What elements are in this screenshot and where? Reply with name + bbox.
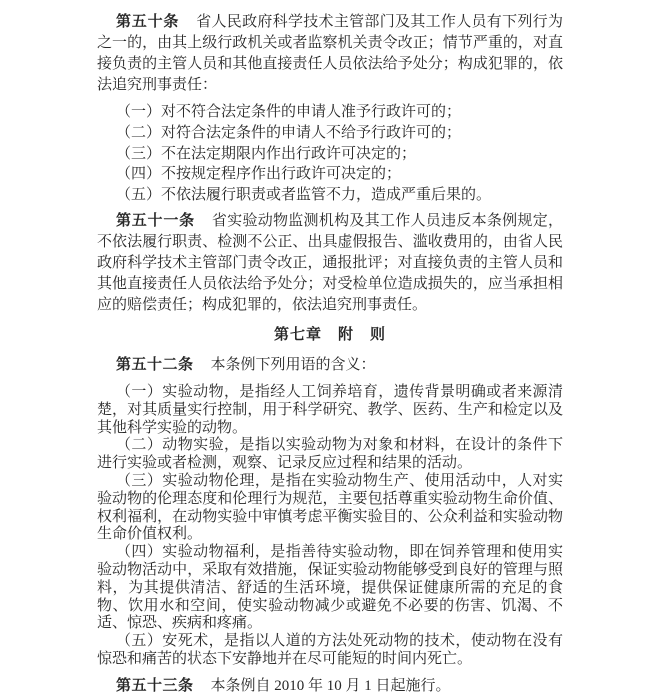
definition-laboratory-animal: （一）实验动物，是指经人工饲养培育，遗传背景明确或者来源清楚，对其质量实行控制，用于科学研究、教学、医药、生产和检定以及其他科学实验的动物。 <box>97 383 563 436</box>
article-50-number: 第五十条 <box>116 14 180 30</box>
article-50-item-4: （四）不按规定程序作出行政许可决定的； <box>116 166 402 183</box>
article-52-number: 第五十二条 <box>116 356 194 373</box>
definition-animal-experiment: （二）动物实验，是指以实验动物为对象和材料，在设计的条件下进行实验或者检测，观察、记录反应过程和结果的活动。 <box>97 437 563 472</box>
article-51-text: 省实验动物监测机构及其工作人员违反本条例规定，不依法履行职责、检测不公正、出具虚假报告、滥收费用的，由省人民政府科学技术主管部门责令改正，通报批评；对直接负责的主管人员和其他直接责任人员依法给予处分；对受检单位造成损失的，应当承担相应的赔偿责任；构成犯罪的，依法追究刑事责任。 <box>97 212 563 313</box>
article-50-item-3: （三）不在法定期限内作出行政许可决定的； <box>116 145 417 162</box>
article-53-number: 第五十三条 <box>116 677 194 694</box>
article-50-item-2: （二）对符合法定条件的申请人不给予行政许可的； <box>116 124 462 141</box>
definition-animal-welfare: （四）实验动物福利，是指善待实验动物，即在饲养管理和使用实验动物活动中，采取有效措施，保证实验动物能够受到良好的管理与照料，为其提供清洁、舒适的生活环境，提供保证健康所需的充足的食物、饮用水和空间，使实验动物减少或避免不必要的伤害、饥渴、不适、惊恐、疾病和疼痛。 <box>97 544 563 632</box>
definitions-list <box>97 384 563 669</box>
definition-animal-ethics: （三）实验动物伦理，是指在实验动物生产、使用活动中，人对实验动物的伦理态度和伦理行为规范，主要包括尊重实验动物生命价值、权利福利，在动物实验中审慎考虑平衡实验目的、公众利益和实验动物生命价值权利。 <box>97 472 563 543</box>
article-51-number: 第五十一条 <box>116 212 195 229</box>
article-50-item-1: （一）对不符合法定条件的申请人准予行政许可的； <box>116 104 462 120</box>
article-50-item-5: （五）不依法履行职责或者监管不力，造成严重后果的。 <box>116 187 492 204</box>
article-53-text: 本条例自 2010 年 10 月 1 日起施行。 <box>210 677 451 694</box>
chapter-7-heading: 第七章 附 则 <box>273 326 386 343</box>
article-50-items-list <box>97 102 563 206</box>
article-50-text: 省人民政府科学技术主管部门及其工作人员有下列行为之一的，由其上级行政机关或者监察机关责令改正；情节严重的，对直接负责的主管人员和其他直接责任人员依法给予处分；构成犯罪的，依法追究刑事责任： <box>97 14 563 93</box>
article-52-text: 本条例下列用语的含义： <box>210 356 376 373</box>
article-52-paragraph <box>97 355 563 376</box>
article-50-paragraph <box>97 12 563 96</box>
article-53-paragraph <box>97 676 563 697</box>
definition-euthanasia: （五）安死术，是指以人道的方法处死动物的技术，使动物在没有惊恐和痛苦的状态下安静地并在尽可能短的时间内死亡。 <box>97 633 563 667</box>
article-51-paragraph <box>97 211 563 316</box>
